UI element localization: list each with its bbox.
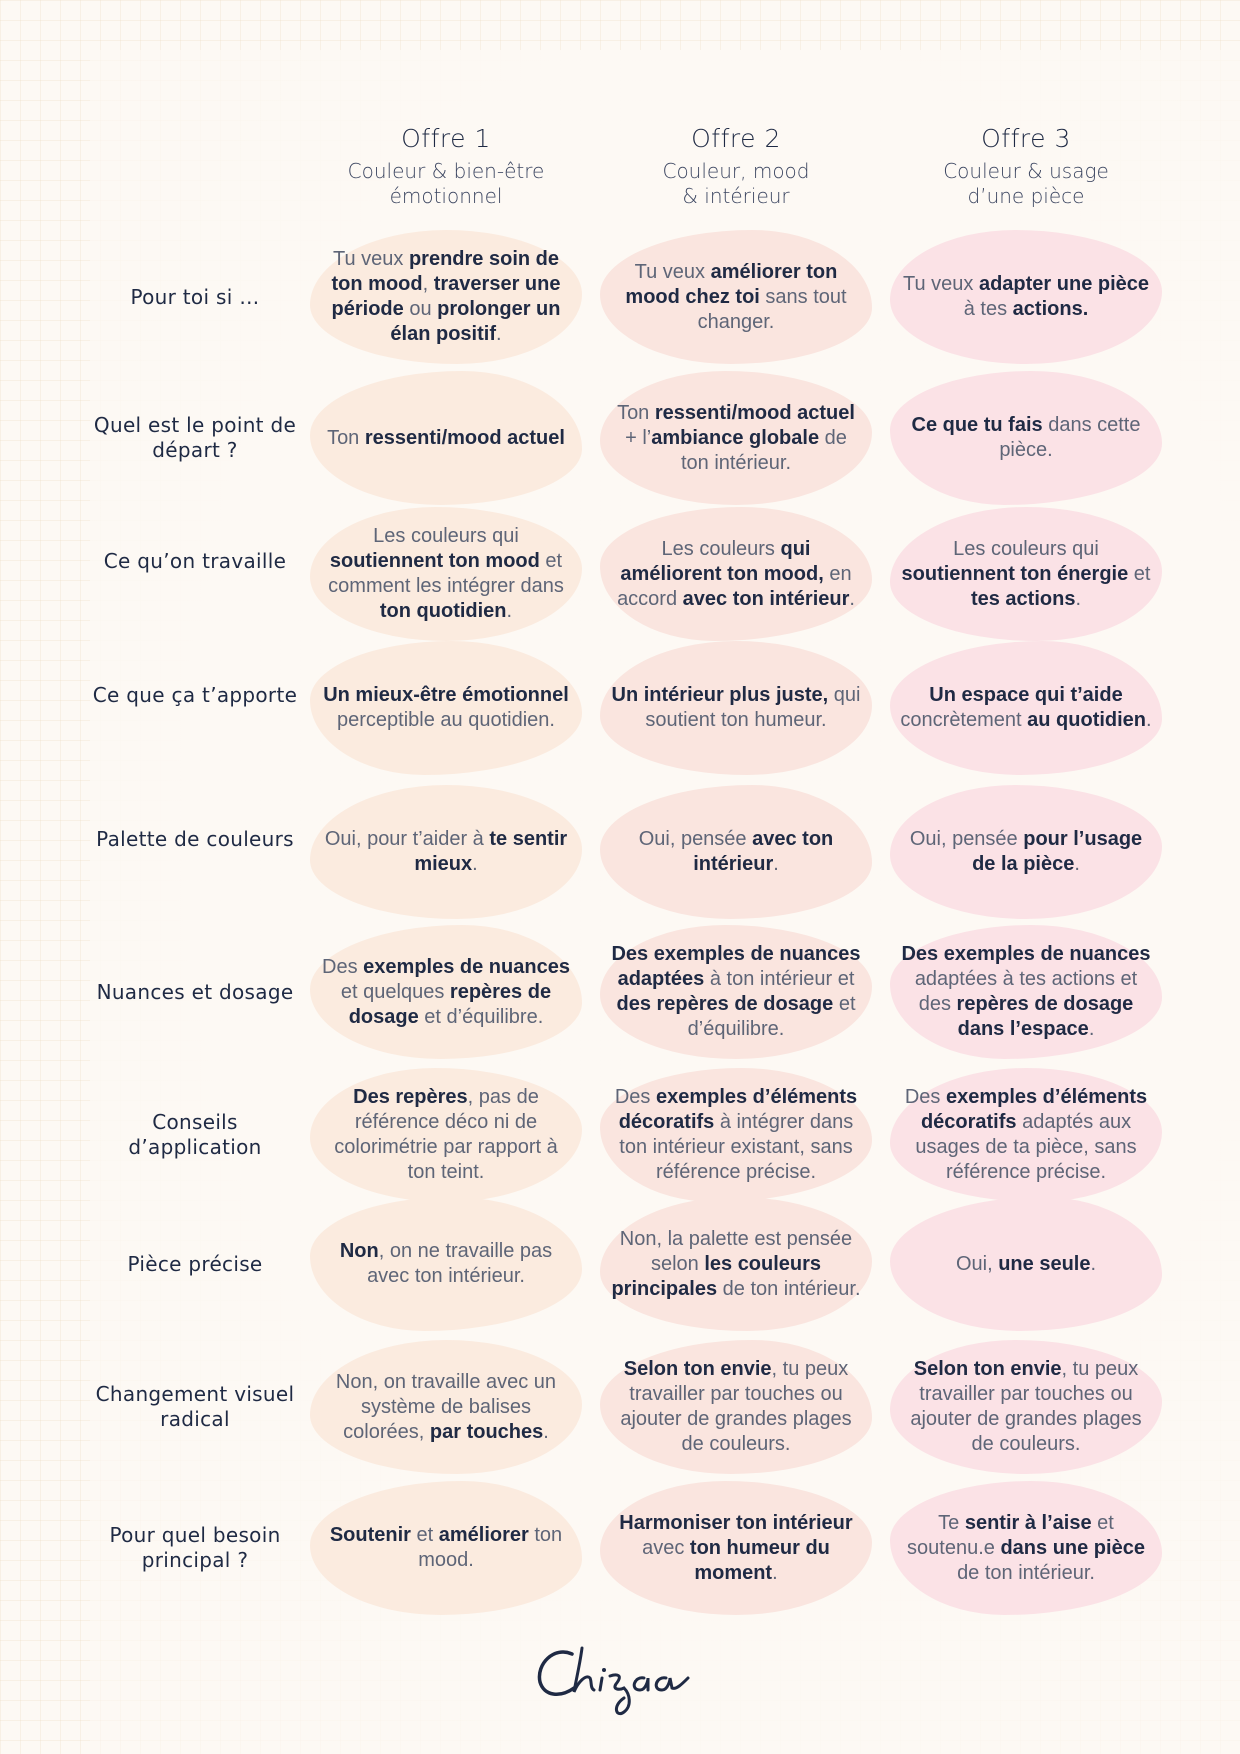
chizaa-logo	[520, 1630, 720, 1720]
cell-text: Des repères, pas de référence déco ni de colorimétrie par rapport à ton teint.	[334, 1086, 558, 1183]
offer-1-cell	[310, 1340, 582, 1474]
offer-subtitle: Couleur, mood	[662, 159, 810, 183]
offer-title: Offre 2	[691, 124, 781, 153]
offer-1-cell	[310, 925, 582, 1059]
offer-1-cell	[310, 1068, 582, 1202]
cell-text: Un mieux-être émotionnel perceptible au quotidien.	[323, 684, 569, 731]
offer-2-cell	[600, 925, 872, 1059]
offer-2-cell	[600, 1068, 872, 1202]
offer-subtitle: & intérieur	[682, 184, 790, 208]
offer-subtitle: d’une pièce	[967, 184, 1085, 208]
row-label: Ce que ça t’apporte	[92, 683, 298, 707]
row-label: Changement visuel radical	[95, 1382, 295, 1431]
offer-3-cell	[890, 641, 1162, 775]
cell-text: Ton ressenti/mood actuel	[327, 426, 565, 449]
cell-text: Tu veux améliorer ton mood chez toi sans tout changer.	[625, 260, 847, 333]
cell-text: Un intérieur plus juste, qui soutient ton humeur.	[611, 684, 861, 731]
cell-text: Des exemples de nuances adaptées à ton intérieur et des repères de dosage et d’équilibre.	[611, 943, 861, 1040]
offer-2-cell	[600, 641, 872, 775]
row-label: Conseils d’application	[128, 1110, 262, 1159]
cell-text: Non, on travaille avec un système de balises colorées, par touches.	[335, 1370, 557, 1443]
row-label: Pièce précise	[127, 1251, 263, 1276]
cell-text: Des exemples de nuances et quelques repères de dosage et d’équilibre.	[322, 955, 570, 1028]
offer-subtitle: émotionnel	[389, 184, 503, 208]
offer-title: Offre 1	[401, 124, 491, 153]
row-label: Pour quel besoin principal ?	[109, 1523, 281, 1572]
offer-3-cell	[890, 925, 1162, 1059]
offer-3-cell	[890, 1068, 1162, 1202]
offer-3-cell	[890, 1197, 1162, 1331]
cell-text: Selon ton envie, tu peux travailler par touches ou ajouter de grandes plages de couleurs.	[910, 1358, 1142, 1455]
row-label: Ce qu’on travaille	[103, 549, 287, 573]
cell-text: Non, la palette est pensée selon les couleurs principales de ton intérieur.	[611, 1227, 861, 1300]
offer-header-3	[881, 124, 1171, 209]
cell-text: Soutenir et améliorer ton mood.	[329, 1524, 563, 1571]
cell-text: Te sentir à l’aise et soutenu.e dans une pièce de ton intérieur.	[907, 1511, 1145, 1584]
offer-1-cell	[310, 1481, 582, 1615]
offer-header-1	[301, 124, 591, 209]
row-label: Nuances et dosage	[96, 979, 294, 1004]
offer-1-cell	[310, 371, 582, 505]
cell-text: Des exemples d’éléments décoratifs adaptés aux usages de ta pièce, sans référence précise.	[904, 1086, 1148, 1183]
row-label: Palette de couleurs	[96, 827, 294, 851]
offer-2-cell	[600, 230, 872, 364]
offer-1-cell	[310, 785, 582, 919]
cell-text: Selon ton envie, tu peux travailler par touches ou ajouter de grandes plages de couleurs.	[620, 1358, 852, 1455]
row-label: Quel est le point de départ ?	[93, 413, 297, 462]
cell-text: Oui, une seule.	[955, 1252, 1097, 1275]
cell-text: Les couleurs qui soutiennent ton mood et comment les intégrer dans ton quotidien.	[328, 525, 564, 622]
offer-2-cell	[600, 1197, 872, 1331]
cell-text: Des exemples d’éléments décoratifs à intégrer dans ton intérieur existant, sans référence précise.	[614, 1086, 858, 1183]
cell-text: Les couleurs qui améliorent ton mood, en accord avec ton intérieur.	[617, 537, 855, 610]
offer-3-cell	[890, 507, 1162, 641]
cell-text: Non, on ne travaille pas avec ton intérieur.	[339, 1240, 553, 1287]
offer-2-cell	[600, 1340, 872, 1474]
cell-text: Ton ressenti/mood actuel + l’ambiance globale de ton intérieur.	[617, 401, 855, 474]
cell-text: Des exemples de nuances adaptées à tes actions et des repères de dosage dans l’espace.	[901, 943, 1151, 1040]
offer-header-2	[591, 124, 881, 209]
row-label: Pour toi si …	[130, 284, 260, 309]
cell-text: Les couleurs qui soutiennent ton énergie et tes actions.	[901, 537, 1151, 610]
offer-3-cell	[890, 1340, 1162, 1474]
offer-title: Offre 3	[981, 124, 1071, 153]
offer-1-cell	[310, 507, 582, 641]
cell-text: Oui, pensée pour l’usage de la pièce.	[909, 828, 1143, 875]
cell-text: Harmoniser ton intérieur avec ton humeur du moment.	[619, 1511, 853, 1584]
offer-1-cell	[310, 230, 582, 364]
cell-text: Oui, pensée avec ton intérieur.	[638, 828, 834, 875]
cell-text: Ce que tu fais dans cette pièce.	[911, 414, 1141, 461]
offer-subtitle: Couleur & bien-être	[347, 159, 545, 183]
cell-text: Tu veux adapter une pièce à tes actions.	[902, 273, 1150, 320]
cell-text: Oui, pour t’aider à te sentir mieux.	[324, 828, 568, 875]
offer-2-cell	[600, 785, 872, 919]
cell-text: Un espace qui t’aide concrètement au quotidien.	[900, 684, 1152, 731]
cell-text: Tu veux prendre soin de ton mood, traverser une période ou prolonger un élan positif.	[331, 248, 561, 345]
offer-subtitle: Couleur & usage	[943, 159, 1109, 183]
